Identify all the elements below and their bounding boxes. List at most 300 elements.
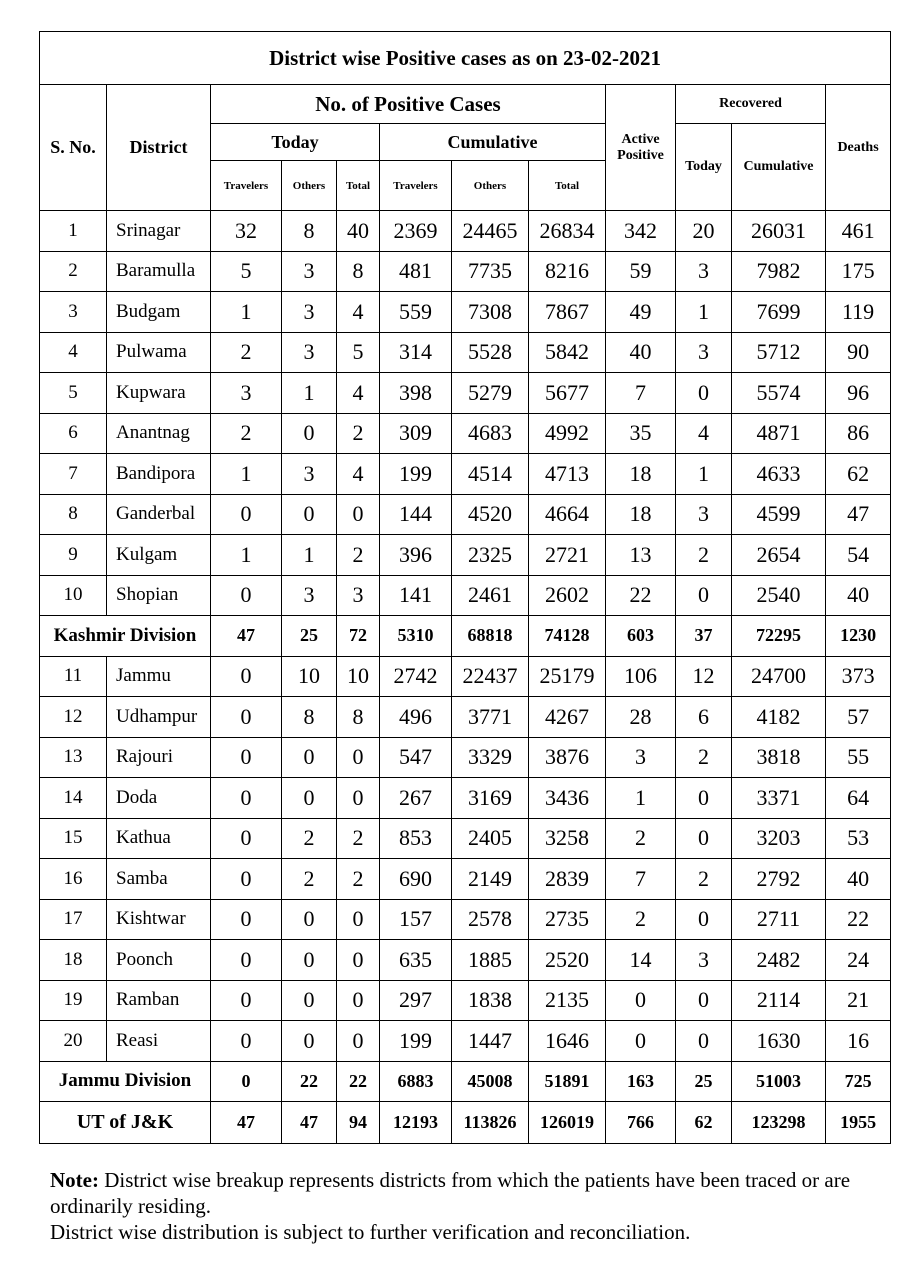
cell-recovered-cumulative: 2792 <box>732 859 826 900</box>
cell-cum-total: 4267 <box>529 697 606 738</box>
cell-active: 18 <box>606 494 676 535</box>
cell-cum-others: 2149 <box>452 859 529 900</box>
cell-deaths: 24 <box>826 940 891 981</box>
cell-today-total: 2 <box>337 413 380 454</box>
cell-recovered-cumulative: 2114 <box>732 980 826 1021</box>
cell-today-total: 22 <box>337 1061 380 1102</box>
cell-today-total: 0 <box>337 940 380 981</box>
cell-cum-total: 2721 <box>529 535 606 576</box>
header-recovered: Recovered <box>676 85 826 124</box>
cell-cum-total: 74128 <box>529 616 606 657</box>
cell-cum-total: 2735 <box>529 899 606 940</box>
header-recovered-today: Today <box>676 124 732 211</box>
cell-recovered-today: 0 <box>676 373 732 414</box>
cell-cum-total: 7867 <box>529 292 606 333</box>
cell-sno: 11 <box>40 656 107 697</box>
cell-today-others: 0 <box>282 737 337 778</box>
footnote <box>50 1167 900 1245</box>
table-row <box>40 697 891 738</box>
cell-recovered-today: 2 <box>676 859 732 900</box>
cell-active: 59 <box>606 251 676 292</box>
cell-recovered-cumulative: 1630 <box>732 1021 826 1062</box>
cell-recovered-today: 4 <box>676 413 732 454</box>
cell-cum-others: 7735 <box>452 251 529 292</box>
cell-recovered-today: 2 <box>676 535 732 576</box>
cell-active: 13 <box>606 535 676 576</box>
header-positive-cases: No. of Positive Cases <box>211 85 606 124</box>
table-row <box>40 656 891 697</box>
cell-today-others: 25 <box>282 616 337 657</box>
cell-cum-others: 5528 <box>452 332 529 373</box>
table-row <box>40 980 891 1021</box>
cell-active: 22 <box>606 575 676 616</box>
header-today-total: Total <box>337 161 380 211</box>
cell-recovered-cumulative: 26031 <box>732 211 826 252</box>
cell-cum-total: 25179 <box>529 656 606 697</box>
cell-cum-travelers: 157 <box>380 899 452 940</box>
cell-today-others: 22 <box>282 1061 337 1102</box>
cell-recovered-today: 3 <box>676 251 732 292</box>
cell-cum-travelers: 559 <box>380 292 452 333</box>
cell-today-travelers: 2 <box>211 332 282 373</box>
cell-today-others: 0 <box>282 899 337 940</box>
cell-sno: 4 <box>40 332 107 373</box>
cell-district: Baramulla <box>107 251 211 292</box>
cell-district: Ramban <box>107 980 211 1021</box>
cell-district: Kishtwar <box>107 899 211 940</box>
cell-today-total: 0 <box>337 494 380 535</box>
cell-cum-total: 126019 <box>529 1102 606 1144</box>
cell-today-total: 0 <box>337 778 380 819</box>
cell-sno: 1 <box>40 211 107 252</box>
cell-cum-others: 45008 <box>452 1061 529 1102</box>
cell-active: 3 <box>606 737 676 778</box>
division-label: Kashmir Division <box>40 616 211 657</box>
cell-recovered-cumulative: 123298 <box>732 1102 826 1144</box>
cell-today-others: 1 <box>282 373 337 414</box>
cell-recovered-cumulative: 5712 <box>732 332 826 373</box>
cell-cum-total: 3876 <box>529 737 606 778</box>
cell-district: Bandipora <box>107 454 211 495</box>
cell-district: Poonch <box>107 940 211 981</box>
cell-deaths: 40 <box>826 859 891 900</box>
cell-recovered-today: 1 <box>676 454 732 495</box>
header-deaths: Deaths <box>826 85 891 211</box>
cell-today-others: 3 <box>282 575 337 616</box>
cell-today-travelers: 0 <box>211 494 282 535</box>
cell-today-total: 4 <box>337 373 380 414</box>
cell-today-travelers: 0 <box>211 980 282 1021</box>
cell-cum-total: 2135 <box>529 980 606 1021</box>
cell-district: Kupwara <box>107 373 211 414</box>
cell-today-total: 40 <box>337 211 380 252</box>
cell-cum-travelers: 635 <box>380 940 452 981</box>
cell-today-others: 2 <box>282 859 337 900</box>
cell-sno: 18 <box>40 940 107 981</box>
cell-recovered-today: 0 <box>676 778 732 819</box>
cell-today-others: 0 <box>282 940 337 981</box>
cell-deaths: 55 <box>826 737 891 778</box>
cell-sno: 8 <box>40 494 107 535</box>
cell-today-travelers: 0 <box>211 818 282 859</box>
table-row <box>40 332 891 373</box>
cell-cum-total: 26834 <box>529 211 606 252</box>
header-cumulative: Cumulative <box>380 124 606 161</box>
cell-sno: 20 <box>40 1021 107 1062</box>
cell-recovered-today: 62 <box>676 1102 732 1144</box>
cell-district: Doda <box>107 778 211 819</box>
cell-cum-total: 1646 <box>529 1021 606 1062</box>
cell-today-travelers: 0 <box>211 940 282 981</box>
cell-today-others: 0 <box>282 778 337 819</box>
header-district: District <box>107 85 211 211</box>
cell-recovered-cumulative: 4633 <box>732 454 826 495</box>
cell-today-total: 2 <box>337 535 380 576</box>
cell-cum-travelers: 6883 <box>380 1061 452 1102</box>
cell-recovered-cumulative: 2711 <box>732 899 826 940</box>
cell-today-total: 72 <box>337 616 380 657</box>
cell-today-travelers: 0 <box>211 1021 282 1062</box>
cell-sno: 14 <box>40 778 107 819</box>
cell-recovered-cumulative: 3371 <box>732 778 826 819</box>
cell-today-travelers: 5 <box>211 251 282 292</box>
header-sno: S. No. <box>40 85 107 211</box>
cell-recovered-today: 20 <box>676 211 732 252</box>
cell-recovered-today: 6 <box>676 697 732 738</box>
table-row <box>40 251 891 292</box>
cell-recovered-today: 2 <box>676 737 732 778</box>
header-today: Today <box>211 124 380 161</box>
cell-cum-travelers: 199 <box>380 454 452 495</box>
cell-recovered-cumulative: 4871 <box>732 413 826 454</box>
cell-deaths: 62 <box>826 454 891 495</box>
cell-today-travelers: 32 <box>211 211 282 252</box>
cell-recovered-cumulative: 7982 <box>732 251 826 292</box>
cell-district: Pulwama <box>107 332 211 373</box>
note-text-2: District wise distribution is subject to further verification and reconciliation. <box>50 1220 691 1244</box>
cell-district: Kulgam <box>107 535 211 576</box>
cell-active: 7 <box>606 859 676 900</box>
cell-today-travelers: 0 <box>211 778 282 819</box>
table-row <box>40 778 891 819</box>
table-row <box>40 535 891 576</box>
cell-cum-total: 8216 <box>529 251 606 292</box>
cell-today-others: 8 <box>282 697 337 738</box>
cell-today-total: 8 <box>337 251 380 292</box>
table-row <box>40 940 891 981</box>
cell-deaths: 1955 <box>826 1102 891 1144</box>
cell-recovered-today: 0 <box>676 899 732 940</box>
cell-sno: 3 <box>40 292 107 333</box>
cell-today-total: 3 <box>337 575 380 616</box>
cell-cum-travelers: 297 <box>380 980 452 1021</box>
header-today-others: Others <box>282 161 337 211</box>
cell-recovered-cumulative: 3818 <box>732 737 826 778</box>
cell-active: 35 <box>606 413 676 454</box>
cell-district: Udhampur <box>107 697 211 738</box>
cell-active: 7 <box>606 373 676 414</box>
cell-cum-total: 2602 <box>529 575 606 616</box>
cell-district: Srinagar <box>107 211 211 252</box>
note-line-1 <box>50 1167 900 1219</box>
cell-recovered-cumulative: 4599 <box>732 494 826 535</box>
table-row <box>40 454 891 495</box>
cell-district: Anantnag <box>107 413 211 454</box>
cell-today-total: 0 <box>337 980 380 1021</box>
header-recovered-cumulative: Cumulative <box>732 124 826 211</box>
cell-cum-others: 22437 <box>452 656 529 697</box>
jammu-division-row <box>40 1061 891 1102</box>
cell-cum-others: 2325 <box>452 535 529 576</box>
cell-cum-others: 1447 <box>452 1021 529 1062</box>
cell-today-travelers: 0 <box>211 737 282 778</box>
cell-today-others: 3 <box>282 454 337 495</box>
cell-cum-total: 2520 <box>529 940 606 981</box>
cell-cum-others: 113826 <box>452 1102 529 1144</box>
cell-today-total: 4 <box>337 292 380 333</box>
cell-district: Reasi <box>107 1021 211 1062</box>
cell-today-others: 47 <box>282 1102 337 1144</box>
cell-today-travelers: 0 <box>211 697 282 738</box>
cell-today-others: 0 <box>282 1021 337 1062</box>
cell-recovered-today: 3 <box>676 494 732 535</box>
table-row <box>40 818 891 859</box>
cell-sno: 5 <box>40 373 107 414</box>
cell-recovered-cumulative: 51003 <box>732 1061 826 1102</box>
cell-recovered-today: 0 <box>676 980 732 1021</box>
cell-active: 2 <box>606 818 676 859</box>
cell-deaths: 22 <box>826 899 891 940</box>
cell-deaths: 175 <box>826 251 891 292</box>
cell-deaths: 53 <box>826 818 891 859</box>
cell-sno: 6 <box>40 413 107 454</box>
cell-today-total: 0 <box>337 737 380 778</box>
cell-cum-others: 4683 <box>452 413 529 454</box>
cell-deaths: 119 <box>826 292 891 333</box>
cell-today-travelers: 0 <box>211 575 282 616</box>
cell-recovered-cumulative: 3203 <box>732 818 826 859</box>
cell-cum-travelers: 481 <box>380 251 452 292</box>
cell-today-others: 8 <box>282 211 337 252</box>
header-today-travelers: Travelers <box>211 161 282 211</box>
cell-cum-travelers: 398 <box>380 373 452 414</box>
cell-sno: 15 <box>40 818 107 859</box>
note-label: Note: <box>50 1168 99 1192</box>
cell-deaths: 86 <box>826 413 891 454</box>
cell-recovered-cumulative: 2482 <box>732 940 826 981</box>
cell-today-total: 2 <box>337 859 380 900</box>
cell-active: 163 <box>606 1061 676 1102</box>
cell-today-others: 3 <box>282 332 337 373</box>
cell-cum-total: 3258 <box>529 818 606 859</box>
cell-sno: 10 <box>40 575 107 616</box>
cell-deaths: 1230 <box>826 616 891 657</box>
cell-today-travelers: 2 <box>211 413 282 454</box>
cell-deaths: 96 <box>826 373 891 414</box>
cell-recovered-today: 37 <box>676 616 732 657</box>
cell-today-others: 0 <box>282 413 337 454</box>
cell-cum-travelers: 2742 <box>380 656 452 697</box>
cell-cum-total: 5677 <box>529 373 606 414</box>
table-title: District wise Positive cases as on 23-02-2021 <box>40 32 891 85</box>
cell-cum-travelers: 690 <box>380 859 452 900</box>
cell-deaths: 373 <box>826 656 891 697</box>
cell-deaths: 54 <box>826 535 891 576</box>
cell-active: 18 <box>606 454 676 495</box>
cell-cum-travelers: 547 <box>380 737 452 778</box>
ut-label: UT of J&K <box>40 1102 211 1144</box>
cell-active: 40 <box>606 332 676 373</box>
cell-sno: 17 <box>40 899 107 940</box>
cell-today-others: 3 <box>282 292 337 333</box>
cell-today-total: 8 <box>337 697 380 738</box>
cell-deaths: 57 <box>826 697 891 738</box>
cell-cum-others: 3329 <box>452 737 529 778</box>
cell-today-others: 2 <box>282 818 337 859</box>
cell-today-total: 4 <box>337 454 380 495</box>
table-row <box>40 737 891 778</box>
cell-sno: 16 <box>40 859 107 900</box>
cell-sno: 19 <box>40 980 107 1021</box>
cell-active: 49 <box>606 292 676 333</box>
cell-cum-others: 5279 <box>452 373 529 414</box>
cell-today-total: 5 <box>337 332 380 373</box>
cell-cum-travelers: 2369 <box>380 211 452 252</box>
header-cum-total: Total <box>529 161 606 211</box>
cell-cum-travelers: 496 <box>380 697 452 738</box>
cell-cum-travelers: 144 <box>380 494 452 535</box>
cell-cum-total: 2839 <box>529 859 606 900</box>
cell-today-travelers: 3 <box>211 373 282 414</box>
cell-cum-others: 4520 <box>452 494 529 535</box>
cell-deaths: 21 <box>826 980 891 1021</box>
cell-deaths: 461 <box>826 211 891 252</box>
cell-recovered-cumulative: 4182 <box>732 697 826 738</box>
cell-deaths: 40 <box>826 575 891 616</box>
cell-recovered-cumulative: 7699 <box>732 292 826 333</box>
cell-district: Samba <box>107 859 211 900</box>
ut-total-row <box>40 1102 891 1144</box>
cell-recovered-cumulative: 72295 <box>732 616 826 657</box>
cell-recovered-today: 3 <box>676 332 732 373</box>
cell-today-travelers: 0 <box>211 656 282 697</box>
cell-today-others: 1 <box>282 535 337 576</box>
cell-cum-travelers: 141 <box>380 575 452 616</box>
cell-sno: 12 <box>40 697 107 738</box>
cell-today-travelers: 1 <box>211 454 282 495</box>
cell-district: Jammu <box>107 656 211 697</box>
cell-today-total: 0 <box>337 1021 380 1062</box>
cell-today-total: 10 <box>337 656 380 697</box>
cell-active: 28 <box>606 697 676 738</box>
cell-sno: 7 <box>40 454 107 495</box>
table-row <box>40 859 891 900</box>
cell-today-total: 0 <box>337 899 380 940</box>
cell-deaths: 47 <box>826 494 891 535</box>
cell-active: 14 <box>606 940 676 981</box>
cell-district: Rajouri <box>107 737 211 778</box>
cell-cum-travelers: 309 <box>380 413 452 454</box>
cell-today-travelers: 1 <box>211 292 282 333</box>
cell-sno: 2 <box>40 251 107 292</box>
division-label: Jammu Division <box>40 1061 211 1102</box>
cell-cum-travelers: 5310 <box>380 616 452 657</box>
cell-active: 1 <box>606 778 676 819</box>
header-active-positive: Active Positive <box>606 85 676 211</box>
cell-today-travelers: 47 <box>211 616 282 657</box>
table-row <box>40 494 891 535</box>
cell-cum-others: 7308 <box>452 292 529 333</box>
cell-cum-total: 4992 <box>529 413 606 454</box>
cell-today-travelers: 1 <box>211 535 282 576</box>
table-row <box>40 292 891 333</box>
cell-cum-travelers: 314 <box>380 332 452 373</box>
cell-today-total: 94 <box>337 1102 380 1144</box>
cell-cum-others: 3771 <box>452 697 529 738</box>
table-row <box>40 373 891 414</box>
cell-cum-travelers: 199 <box>380 1021 452 1062</box>
table-row <box>40 1021 891 1062</box>
cell-today-others: 10 <box>282 656 337 697</box>
cell-recovered-today: 1 <box>676 292 732 333</box>
note-text-1: District wise breakup represents districts from which the patients have been traced or are ordinarily residing. <box>50 1168 851 1218</box>
cell-active: 342 <box>606 211 676 252</box>
cell-active: 766 <box>606 1102 676 1144</box>
cell-recovered-cumulative: 24700 <box>732 656 826 697</box>
cell-cum-others: 4514 <box>452 454 529 495</box>
cell-cum-others: 2405 <box>452 818 529 859</box>
cell-cum-travelers: 853 <box>380 818 452 859</box>
cell-active: 0 <box>606 980 676 1021</box>
cell-cum-others: 3169 <box>452 778 529 819</box>
table-row <box>40 575 891 616</box>
cell-cum-others: 1838 <box>452 980 529 1021</box>
cell-district: Ganderbal <box>107 494 211 535</box>
cell-cum-travelers: 267 <box>380 778 452 819</box>
cell-sno: 9 <box>40 535 107 576</box>
cell-sno: 13 <box>40 737 107 778</box>
table-row <box>40 413 891 454</box>
cell-active: 106 <box>606 656 676 697</box>
district-cases-table <box>39 31 891 1144</box>
cell-deaths: 725 <box>826 1061 891 1102</box>
header-cum-travelers: Travelers <box>380 161 452 211</box>
cell-recovered-today: 25 <box>676 1061 732 1102</box>
cell-cum-others: 24465 <box>452 211 529 252</box>
cell-cum-total: 4713 <box>529 454 606 495</box>
cell-today-others: 0 <box>282 494 337 535</box>
cell-cum-total: 4664 <box>529 494 606 535</box>
cell-active: 0 <box>606 1021 676 1062</box>
cell-cum-travelers: 12193 <box>380 1102 452 1144</box>
cell-today-travelers: 0 <box>211 1061 282 1102</box>
cell-today-travelers: 47 <box>211 1102 282 1144</box>
cell-today-travelers: 0 <box>211 899 282 940</box>
cell-recovered-cumulative: 5574 <box>732 373 826 414</box>
cell-recovered-cumulative: 2540 <box>732 575 826 616</box>
table-row <box>40 899 891 940</box>
kashmir-division-row <box>40 616 891 657</box>
cell-cum-total: 3436 <box>529 778 606 819</box>
cell-cum-travelers: 396 <box>380 535 452 576</box>
cell-active: 603 <box>606 616 676 657</box>
cell-today-total: 2 <box>337 818 380 859</box>
cell-cum-total: 51891 <box>529 1061 606 1102</box>
cell-deaths: 16 <box>826 1021 891 1062</box>
cell-recovered-today: 0 <box>676 1021 732 1062</box>
cell-cum-others: 68818 <box>452 616 529 657</box>
header-cum-others: Others <box>452 161 529 211</box>
